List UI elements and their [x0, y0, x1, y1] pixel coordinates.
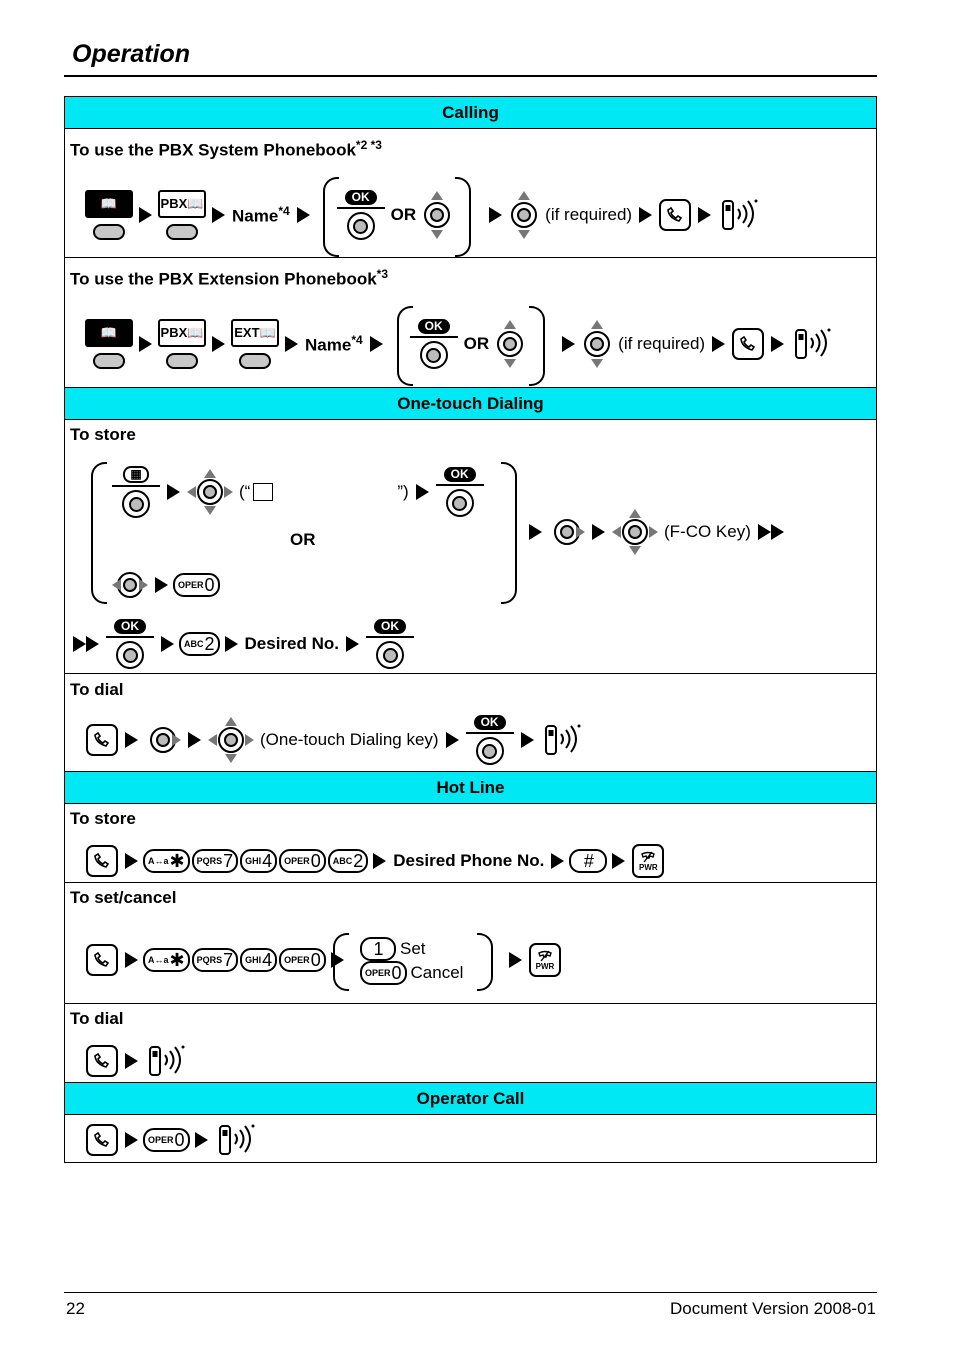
right-arrow-icon [172, 734, 181, 746]
key-letters: A↔a [148, 955, 169, 965]
footnote-ref: *2 *3 [355, 138, 382, 152]
ringing-handset-icon [718, 197, 762, 233]
step-row [83, 187, 765, 243]
document-version: Document Version 2008-01 [669, 1299, 876, 1318]
section-pbx-system-phonebook [65, 129, 876, 258]
key-digit: ✱ [169, 949, 185, 970]
left-arrow-icon [112, 579, 121, 591]
step-row [83, 844, 667, 878]
power-key-icon[interactable] [529, 943, 561, 977]
key-digit: 0 [204, 574, 215, 595]
name-step [232, 204, 290, 227]
arrow-icon [212, 207, 225, 223]
right-arrow-icon [224, 486, 233, 498]
navigator-center-icon [446, 489, 474, 517]
bracket-left [91, 462, 107, 604]
ok-line [112, 485, 160, 487]
down-arrow-icon [225, 754, 237, 763]
softkey-pill [93, 224, 125, 240]
key-letters: ABC [332, 856, 353, 866]
section-pbx-extension-phonebook [65, 258, 876, 388]
pwr-label: PWR [639, 862, 658, 872]
section-label: To dial [70, 1009, 124, 1028]
step-row [83, 943, 348, 977]
label-text: To use the PBX System Phonebook [70, 140, 356, 160]
softkey-pill [93, 353, 125, 369]
navigator-center-icon [497, 331, 523, 357]
left-arrow-icon [187, 486, 196, 498]
navigator-center-icon [420, 341, 448, 369]
ok-line [366, 636, 414, 638]
arrow-icon [331, 952, 344, 968]
key-1[interactable] [360, 937, 396, 961]
bracket-right [501, 462, 517, 604]
navigator-right-icon[interactable] [145, 725, 181, 755]
key-digit: 0 [174, 1129, 185, 1150]
phonebook-menu-icon [253, 483, 273, 501]
arrow-icon [297, 207, 310, 223]
pwr-label: PWR [535, 961, 555, 971]
close-quote: ”) [397, 482, 409, 501]
navigator-center-icon [116, 641, 144, 669]
right-arrow-icon [245, 734, 254, 746]
arrow-icon [86, 636, 99, 652]
arrow-icon [225, 636, 238, 652]
pbx-phonebook-softkey[interactable] [158, 190, 206, 240]
up-arrow-icon [518, 191, 530, 200]
arrow-icon [188, 732, 201, 748]
arrow-icon [125, 853, 138, 869]
band-one-touch-dialing: One-touch Dialing [65, 388, 876, 420]
name-text: Name [305, 335, 352, 355]
arrow-icon [551, 853, 564, 869]
arrow-icon [285, 336, 298, 352]
key-hash[interactable] [569, 849, 607, 873]
ok-line [106, 636, 154, 638]
down-arrow-icon [504, 359, 516, 368]
key-digit: 2 [204, 633, 215, 654]
footnote-ref: *3 [376, 267, 389, 281]
key-letters: OPER [284, 856, 310, 866]
arrow-icon [489, 207, 502, 223]
or-text: OR [390, 205, 417, 224]
navigator-4way-icon[interactable] [187, 469, 233, 515]
menu-button[interactable] [112, 466, 160, 518]
key-letters: OPER [148, 1135, 174, 1145]
arrow-icon [373, 853, 386, 869]
key-digit: 7 [223, 949, 234, 970]
navigator-4way-icon[interactable] [612, 509, 658, 555]
key-2-abc[interactable] [328, 849, 369, 873]
arrow-icon [167, 484, 180, 500]
section-hot-line-dial [65, 1004, 876, 1083]
arrow-icon [125, 1132, 138, 1148]
up-arrow-icon [204, 469, 216, 478]
down-arrow-icon [591, 359, 603, 368]
arrow-icon [212, 336, 225, 352]
key-letters: GHI [245, 955, 262, 965]
ringing-handset-icon [145, 1043, 189, 1079]
arrow-icon [125, 952, 138, 968]
ringing-handset-icon [215, 1122, 259, 1158]
down-arrow-icon [204, 506, 216, 515]
arrow-icon [712, 336, 725, 352]
band-hot-line: Hot Line [65, 772, 876, 804]
set-text: Set [400, 939, 426, 958]
key-letters: OPER [365, 968, 391, 978]
navigator-updown-icon[interactable] [495, 320, 525, 368]
page-number: 22 [66, 1299, 85, 1318]
book-icon: 📖 [85, 319, 133, 347]
arrow-icon [125, 732, 138, 748]
arrow-icon [139, 336, 152, 352]
key-digit: 4 [262, 850, 273, 871]
ok-badge: OK [374, 619, 406, 634]
ext-book-icon: EXT📖 [231, 319, 279, 347]
talk-key-icon[interactable] [86, 845, 118, 877]
step-row [505, 943, 564, 977]
ok-button[interactable] [410, 319, 458, 369]
arrow-icon [771, 524, 784, 540]
name-step [305, 333, 363, 356]
set-option [359, 937, 466, 961]
label-text: To use the PBX Extension Phonebook [70, 269, 377, 289]
section-hot-line-store [65, 804, 876, 883]
talk-key-icon[interactable] [86, 1124, 118, 1156]
section-label [70, 267, 388, 290]
navigator-center-icon [218, 727, 244, 753]
ok-badge: OK [474, 715, 506, 730]
navigator-center-icon [424, 202, 450, 228]
left-arrow-icon [612, 526, 621, 538]
operation-table [64, 96, 877, 1163]
navigator-center-icon [347, 212, 375, 240]
right-arrow-icon [576, 526, 585, 538]
section-label: To store [70, 425, 136, 444]
or-text: OR [463, 334, 490, 353]
ok-line [466, 732, 514, 734]
step-row [83, 714, 588, 766]
ok-line [337, 207, 385, 209]
key-0-oper[interactable] [279, 849, 326, 873]
key-digit: 4 [262, 949, 273, 970]
key-star[interactable] [143, 948, 190, 972]
set-cancel-options [359, 937, 466, 985]
footnote-ref: *4 [351, 332, 363, 347]
step-row [83, 1121, 262, 1159]
key-digit: 1 [373, 938, 384, 959]
down-arrow-icon [431, 230, 443, 239]
arrow-icon [612, 853, 625, 869]
header-rule [64, 75, 877, 77]
phonebook-softkey[interactable] [85, 319, 133, 369]
pbx-book-icon: PBX📖 [158, 319, 206, 347]
ok-badge: OK [418, 319, 450, 334]
key-4-ghi[interactable] [240, 948, 277, 972]
menu-grid-icon: ▦ [123, 466, 148, 483]
key-letters: A↔a [148, 856, 169, 866]
arrow-icon [125, 1053, 138, 1069]
cancel-option [359, 961, 466, 985]
up-arrow-icon [504, 320, 516, 329]
key-7-pqrs[interactable] [192, 849, 239, 873]
open-quote: (“ [239, 482, 251, 501]
key-digit: 2 [353, 850, 364, 871]
ok-button[interactable] [106, 619, 154, 669]
footer-rule [64, 1292, 877, 1293]
arrow-icon [521, 732, 534, 748]
navigator-center-icon [476, 737, 504, 765]
softkey-pill [239, 353, 271, 369]
talk-key-icon[interactable] [86, 944, 118, 976]
ok-badge: OK [444, 467, 476, 482]
arrow-icon [346, 636, 359, 652]
arrow-icon [446, 732, 459, 748]
key-digit: # [583, 850, 594, 871]
power-key-icon[interactable] [632, 844, 664, 878]
arrow-icon [529, 524, 542, 540]
arrow-icon [592, 524, 605, 540]
navigator-center-icon [511, 202, 537, 228]
key-4-ghi[interactable] [240, 849, 277, 873]
softkey-pill [166, 353, 198, 369]
key-digit: 0 [310, 850, 321, 871]
talk-key-icon[interactable] [659, 199, 691, 231]
band-operator-call: Operator Call [65, 1083, 876, 1115]
arrow-icon [161, 636, 174, 652]
arrow-icon [139, 207, 152, 223]
step-row [525, 510, 788, 554]
bracket-right [477, 933, 493, 991]
book-icon: 📖 [85, 190, 133, 218]
key-letters: GHI [245, 856, 262, 866]
name-text: Name [232, 206, 279, 226]
key-digit: 0 [391, 962, 402, 983]
footnote-ref: *4 [278, 203, 290, 218]
ok-line [410, 336, 458, 338]
page-title: Operation [72, 40, 191, 68]
ok-line [436, 484, 484, 486]
desired-phone-text: Desired Phone No. [393, 851, 545, 870]
ringing-handset-icon [541, 722, 585, 758]
navigator-right-icon[interactable] [549, 517, 585, 547]
key-letters: ABC [184, 639, 204, 649]
navigator-left-right-icon[interactable] [112, 570, 148, 600]
ext-phonebook-softkey[interactable] [231, 319, 279, 369]
key-7-pqrs[interactable] [192, 948, 239, 972]
cancel-text: Cancel [410, 963, 464, 982]
desired-no-text: Desired No. [244, 634, 339, 653]
step-row [109, 570, 221, 600]
section-label: To store [70, 809, 136, 828]
up-arrow-icon [591, 320, 603, 329]
navigator-center-icon [122, 490, 150, 518]
key-star[interactable] [143, 849, 190, 873]
key-digit: 0 [310, 949, 321, 970]
down-arrow-icon [518, 230, 530, 239]
key-digit: 7 [223, 850, 234, 871]
section-label [70, 138, 382, 161]
ok-button[interactable] [337, 190, 385, 240]
left-arrow-icon [208, 734, 217, 746]
key-digit: ✱ [169, 850, 185, 871]
ok-button[interactable] [366, 619, 414, 669]
phonebook-softkey[interactable] [85, 190, 133, 240]
arrow-icon [73, 636, 86, 652]
section-label: To dial [70, 680, 124, 699]
key-0-oper[interactable] [143, 1128, 190, 1152]
ok-button[interactable] [466, 715, 514, 765]
key-2-abc[interactable] [179, 632, 220, 656]
arrow-icon [771, 336, 784, 352]
fco-key-text: (F-CO Key) [664, 522, 751, 541]
section-label: To set/cancel [70, 888, 177, 907]
band-calling: Calling [65, 97, 876, 129]
key-letters: PQRS [196, 856, 223, 866]
pbx-book-icon: PBX📖 [158, 190, 206, 218]
talk-key-icon[interactable] [86, 1045, 118, 1077]
talk-key-icon[interactable] [86, 724, 118, 756]
section-one-touch-dial [65, 674, 876, 772]
section-one-touch-store [65, 420, 876, 674]
step-row [69, 618, 417, 670]
right-arrow-icon [139, 579, 148, 591]
up-arrow-icon [629, 509, 641, 518]
navigator-center-icon [376, 641, 404, 669]
key-0-oper[interactable] [360, 961, 407, 985]
arrow-icon [155, 577, 168, 593]
if-required-text: (if required) [545, 205, 633, 224]
section-operator-call [65, 1115, 876, 1162]
step-row [83, 316, 838, 372]
pbx-phonebook-softkey[interactable] [158, 319, 206, 369]
ok-badge: OK [345, 190, 377, 205]
arrow-icon [509, 952, 522, 968]
key-letters: OPER [178, 580, 204, 590]
arrow-icon [698, 207, 711, 223]
up-arrow-icon [225, 717, 237, 726]
arrow-icon [758, 524, 771, 540]
softkey-pill [166, 224, 198, 240]
down-arrow-icon [629, 546, 641, 555]
step-row [109, 466, 487, 518]
key-0-oper[interactable] [279, 948, 326, 972]
if-required-text: (if required) [618, 334, 706, 353]
arrow-icon [562, 336, 575, 352]
navigator-center-icon [622, 519, 648, 545]
right-arrow-icon [649, 526, 658, 538]
navigator-4way-icon[interactable] [208, 717, 254, 763]
arrow-icon [370, 336, 383, 352]
arrow-icon [195, 1132, 208, 1148]
step-row [83, 1042, 192, 1080]
talk-key-icon[interactable] [732, 328, 764, 360]
section-hot-line-set-cancel [65, 883, 876, 1004]
navigator-center-icon [584, 331, 610, 357]
up-arrow-icon [431, 191, 443, 200]
key-0-oper[interactable] [173, 573, 220, 597]
navigator-updown-icon[interactable] [509, 191, 539, 239]
ringing-handset-icon [791, 326, 835, 362]
navigator-updown-icon[interactable] [582, 320, 612, 368]
arrow-icon [639, 207, 652, 223]
ok-button[interactable] [436, 467, 484, 517]
key-letters: OPER [284, 955, 310, 965]
or-text: OR [290, 530, 316, 549]
navigator-center-icon [197, 479, 223, 505]
one-touch-key-text: (One-touch Dialing key) [260, 730, 439, 749]
key-letters: PQRS [196, 955, 223, 965]
ok-badge: OK [114, 619, 146, 634]
arrow-icon [416, 484, 429, 500]
navigator-updown-icon[interactable] [422, 191, 452, 239]
